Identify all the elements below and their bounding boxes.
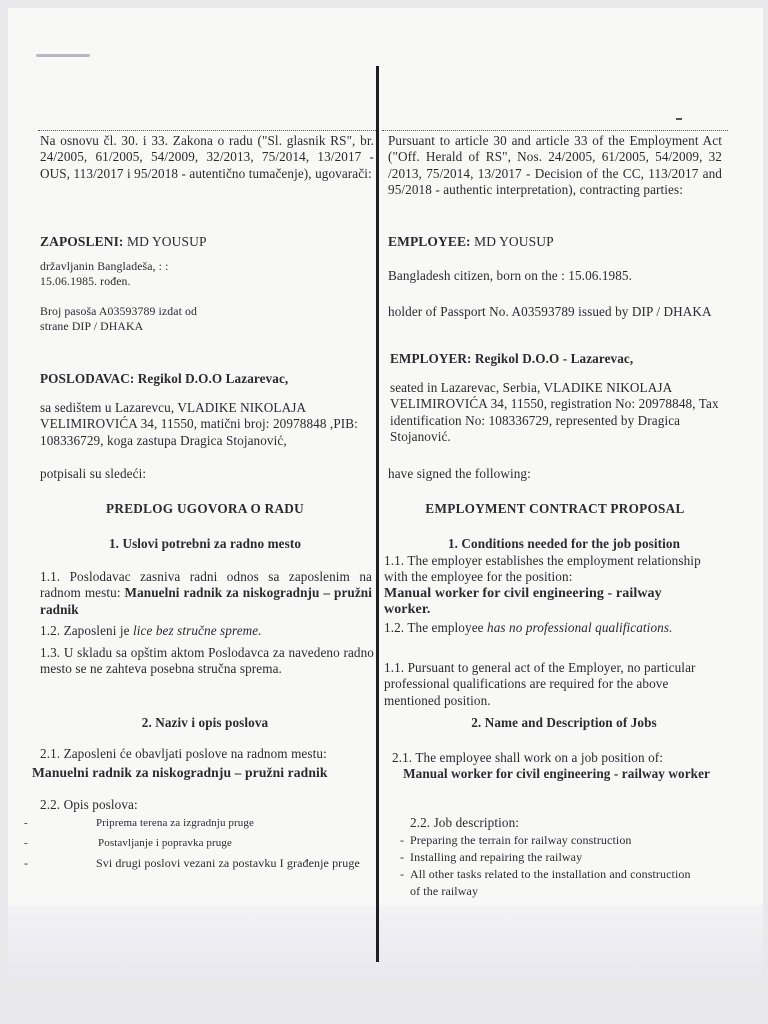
right-employer-heading: EMPLOYER: Regikol D.O.O - Lazarevac, bbox=[390, 351, 634, 366]
left-signed-line: potpisali su sledeći: bbox=[40, 466, 147, 481]
left-contract-title: PREDLOG UGOVORA O RADU bbox=[106, 501, 304, 516]
scan-shadow-band bbox=[8, 905, 763, 980]
column-divider bbox=[376, 66, 379, 962]
left-citizenship bbox=[40, 259, 370, 288]
left-sec2-1-text: 2.1. Zaposleni će obavljati poslove na radnom mestu: bbox=[40, 746, 327, 761]
right-signed-line: have signed the following: bbox=[388, 466, 531, 481]
left-employer-heading: POSLODAVAC: Regikol D.O.O Lazarevac, bbox=[40, 371, 289, 386]
left-legal-basis: Na osnovu čl. 30. i 33. Zakona o radu ("Sl. glasnik RS", br. 24/2005, 61/2005, 54/2009, 32/2013, 75/2014, 13/2017 - OUS, 113/2017 i 95/2018 - autentično tumačenje), ugovarači: bbox=[40, 133, 374, 181]
right-citizenship: Bangladesh citizen, born on the : 15.06.1985. bbox=[388, 268, 633, 283]
right-sec1-2-italic: has no professional qualifications. bbox=[487, 620, 673, 635]
right-employee-name: MD YOUSUP bbox=[474, 234, 554, 249]
left-sec1-heading: 1. Uslovi potrebni za radno mesto bbox=[108, 536, 302, 551]
left-sec1-1-position: Manuelni radnik za niskogradnju – pružni radnik bbox=[40, 585, 372, 617]
right-employee-line bbox=[388, 234, 718, 250]
right-employer-details: seated in Lazarevac, Serbia, VLADIKE NIKOLAJA VELIMIROVIĆA 34, 11550, registration No: 20978848, Tax identification No: 108336729, represented by Dragica Stojanović. bbox=[390, 380, 719, 445]
right-sec2-heading: 2. Name and Description of Jobs bbox=[471, 715, 657, 730]
right-legal-basis: Pursuant to article 30 and article 33 of the Employment Act ("Off. Herald of RS", Nos. 24/2005, 61/2005, 54/2009, 32 /2013, 75/2014, 13/2017 - Decision of the CC, 113/2017 and 95/2018 - authentic interpretation), contracting parties: bbox=[388, 133, 722, 198]
right-sec1-heading: 1. Conditions needed for the job position bbox=[447, 536, 681, 551]
left-duty-item: - Postavljanje i popravka pruge bbox=[36, 833, 376, 853]
right-sec2-2-label: 2.2. Job description: bbox=[410, 815, 520, 830]
right-dotted-rule bbox=[382, 130, 728, 131]
left-employee-line bbox=[40, 234, 370, 250]
right-sec2-1-position: Manual worker for civil engineering - railway worker bbox=[403, 766, 710, 781]
left-passport-line1: Broj pasoša A03593789 izdat od bbox=[40, 304, 197, 318]
left-sec1-1 bbox=[40, 569, 372, 618]
left-sec1-2-text: 1.2. Zaposleni je bbox=[40, 623, 130, 638]
left-citizen-line2: 15.06.1985. rođen. bbox=[40, 273, 131, 288]
right-sec1-2 bbox=[384, 620, 684, 636]
left-sec2-heading: 2. Naziv i opis poslova bbox=[141, 715, 269, 730]
left-citizen-line1: državljanin Bangladeša, : : bbox=[40, 259, 169, 273]
left-duties-list bbox=[36, 813, 376, 873]
left-employee-label: ZAPOSLENI: bbox=[40, 234, 124, 249]
left-sec1-3: 1.3. U skladu sa opštim aktom Poslodavca za navedeno radno mesto se ne zahteva posebna stručna sprema. bbox=[40, 645, 374, 677]
right-employee-label: EMPLOYEE: bbox=[388, 234, 471, 249]
left-dotted-rule bbox=[38, 130, 376, 131]
right-sec2-1-text: 2.1. The employee shall work on a job position of: bbox=[392, 750, 664, 765]
right-sec1-1-text: 1.1. The employer establishes the employment relationship with the employee for the position: bbox=[384, 553, 701, 585]
left-sec1-2 bbox=[40, 623, 370, 639]
left-sec1-1-text: 1.1. Poslodavac zasniva radni odnos sa zaposlenim na radnom mestu: bbox=[40, 569, 372, 601]
right-sec1-3: 1.1. Pursuant to general act of the Employer, no particular professional qualifications are required for the above mentioned position. bbox=[384, 660, 696, 708]
left-passport-line2: strane DIP / DHAKA bbox=[40, 318, 144, 333]
scan-dash bbox=[676, 118, 682, 120]
left-passport bbox=[40, 304, 370, 333]
left-duty-item: - Svi drugi poslovi vezani za postavku I građenje pruge bbox=[36, 853, 376, 873]
right-contract-title: EMPLOYMENT CONTRACT PROPOSAL bbox=[425, 501, 685, 516]
right-passport: holder of Passport No. A03593789 issued by DIP / DHAKA bbox=[388, 304, 712, 319]
left-sec2-1-position: Manuelni radnik za niskogradnju – pružni radnik bbox=[32, 765, 328, 780]
left-sec2-2-label: 2.2. Opis poslova: bbox=[40, 797, 138, 812]
right-duties-list bbox=[400, 832, 700, 900]
right-sec1-1-position: Manual worker for civil engineering - railway worker. bbox=[384, 586, 662, 618]
left-sec1-2-italic: lice bez stručne spreme. bbox=[133, 623, 262, 638]
left-employer-details: sa sedištem u Lazarevcu, VLADIKE NIKOLAJA VELIMIROVIĆA 34, 11550, matični broj: 20978848 ,PIB: 108336729, koga zastupa Dragica Stojanović, bbox=[40, 400, 358, 448]
left-employee-name: MD YOUSUP bbox=[127, 234, 207, 249]
right-duty-item: - Installing and repairing the railway bbox=[400, 849, 700, 866]
left-duty-item: - Priprema terena za izgradnju pruge bbox=[36, 813, 376, 833]
scan-mark bbox=[36, 54, 90, 57]
right-duty-item: - All other tasks related to the installation and construction of the railway bbox=[400, 866, 700, 900]
right-duty-item: - Preparing the terrain for railway construction bbox=[400, 832, 700, 849]
right-sec1-2-text: 1.2. The employee bbox=[384, 620, 484, 635]
